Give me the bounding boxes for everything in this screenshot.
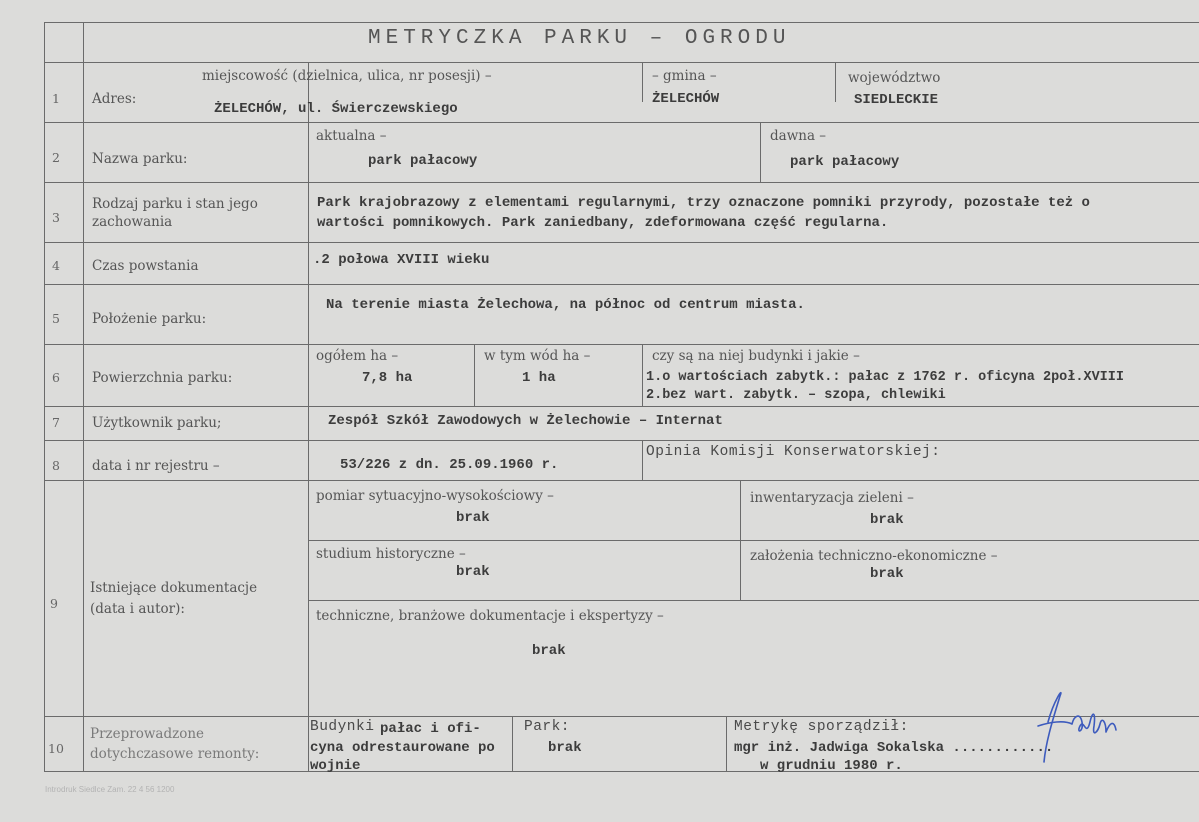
creation-time-label: Czas powstania: [92, 258, 199, 274]
metryke-divider: [726, 716, 727, 772]
pomiar-value: brak: [456, 510, 490, 526]
row1-divider: [44, 122, 1199, 123]
page-title: METRYCZKA PARKU – OGRODU: [368, 27, 791, 50]
park-type-label-cont: zachowania: [92, 214, 173, 230]
label-column-divider: [308, 62, 309, 772]
row6-divider: [44, 406, 1199, 407]
aktualna-label: aktualna –: [316, 128, 387, 144]
ogolem-value: 7,8 ha: [362, 370, 413, 386]
park-type-label: Rodzaj parku i stan jego: [92, 196, 258, 212]
remont-park-label: Park:: [524, 719, 571, 735]
documentation-label-cont: (data i autor):: [90, 601, 185, 617]
wojewodztwo-value: SIEDLECKIE: [854, 92, 939, 108]
wod-divider: [474, 344, 475, 406]
register-value: 53/226 z dn. 25.09.1960 r.: [340, 457, 559, 473]
buildings-value-line2: 2.bez wart. zabytk. – szopa, chlewiki: [646, 388, 946, 403]
opinia-divider: [642, 440, 643, 480]
row-number: 5: [52, 311, 60, 326]
row2-divider: [44, 182, 1199, 183]
author-value: mgr inż. Jadwiga Sokalska ............: [734, 740, 1054, 756]
row9b-divider: [308, 600, 1199, 601]
row4-divider: [44, 284, 1199, 285]
row8-divider: [44, 480, 642, 481]
miejscowosc-label: miejscowość (dzielnica, ulica, nr posesji) –: [202, 68, 492, 84]
creation-time-value: .2 połowa XVIII wieku: [313, 252, 490, 268]
remont-budynki-line3: wojnie: [310, 758, 361, 774]
gmina-label: – gmina –: [652, 68, 717, 84]
techniczne-label: techniczne, branżowe dokumentacje i ekspertyzy –: [316, 608, 664, 624]
park-remont-divider: [512, 716, 513, 772]
row-number: 7: [52, 415, 60, 430]
dawna-label: dawna –: [770, 128, 827, 144]
budynki-divider: [642, 344, 643, 406]
aktualna-value: park pałacowy: [368, 153, 478, 169]
park-type-value-line2: wartości pomnikowych. Park zaniedbany, zdeformowana część regularna.: [317, 215, 889, 231]
dawna-value: park pałacowy: [790, 154, 900, 170]
inwentaryzacja-value: brak: [870, 512, 904, 528]
printer-note: Introdruk Siedlce Zam. 22 4 56 1200: [45, 785, 175, 794]
dawna-divider: [760, 122, 761, 182]
remont-budynki-label: Budynki: [310, 719, 375, 735]
row5-divider: [44, 344, 1199, 345]
remonty-label: Przeprowadzone: [90, 726, 205, 742]
zalozenia-label: założenia techniczno-ekonomiczne –: [750, 548, 998, 564]
zalozenia-value: brak: [870, 566, 904, 582]
park-name-label: Nazwa parku:: [92, 151, 188, 167]
row-number: 1: [52, 91, 60, 106]
wod-label: w tym wód ha –: [484, 348, 591, 364]
number-column-divider: [83, 22, 84, 772]
remont-budynki-line1: pałac i ofi-: [380, 721, 481, 737]
row-number: 4: [52, 258, 60, 273]
inwentaryzacja-label: inwentaryzacja zieleni –: [750, 490, 914, 506]
wojewodztwo-label: województwo: [848, 70, 941, 86]
remont-budynki-line2: cyna odrestaurowane po: [310, 740, 495, 756]
row-number: 10: [48, 741, 64, 756]
form-frame: [44, 22, 1199, 772]
studium-value: brak: [456, 564, 490, 580]
row-number: 2: [52, 150, 60, 165]
opinia-label: Opinia Komisji Konserwatorskiej:: [646, 444, 941, 460]
row7-divider: [44, 440, 1199, 441]
row-number: 8: [52, 458, 60, 473]
techniczne-value: brak: [532, 643, 566, 659]
buildings-label: czy są na niej budynki i jakie –: [652, 348, 860, 364]
author-date: w grudniu 1980 r.: [760, 758, 903, 774]
ogolem-label: ogółem ha –: [316, 348, 399, 364]
wojewodztwo-divider: [835, 62, 836, 102]
row8-divider-right: [642, 480, 1199, 481]
signature-icon: [1020, 682, 1140, 772]
row-number: 9: [50, 596, 58, 611]
remont-park-value: brak: [548, 740, 582, 756]
author-label: Metrykę sporządził:: [734, 719, 909, 735]
park-type-value-line1: Park krajobrazowy z elementami regularnymi, trzy oznaczone pomniki przyrody, pozostałe też o: [317, 195, 1090, 211]
row-number: 6: [52, 370, 60, 385]
wod-value: 1 ha: [522, 370, 556, 386]
studium-label: studium historyczne –: [316, 546, 466, 562]
location-value: Na terenie miasta Żelechowa, na północ od centrum miasta.: [326, 297, 805, 313]
remonty-label-cont: dotychczasowe remonty:: [90, 746, 260, 762]
gmina-divider: [642, 62, 643, 102]
register-label: data i nr rejestru –: [92, 458, 220, 474]
address-label: Adres:: [92, 91, 137, 107]
row-number: 3: [52, 210, 60, 225]
title-divider: [44, 62, 1199, 63]
row9a-divider: [308, 540, 1199, 541]
miejscowosc-value: ŻELECHÓW, ul. Świerczewskiego: [214, 101, 458, 117]
area-label: Powierzchnia parku:: [92, 370, 233, 386]
gmina-value: ŻELECHÓW: [652, 91, 720, 107]
buildings-value-line1: 1.o wartościach zabytk.: pałac z 1762 r. oficyna 2poł.XVIII: [646, 370, 1124, 385]
documentation-label: Istniejące dokumentacje: [90, 580, 258, 596]
pomiar-label: pomiar sytuacyjno-wysokościowy –: [316, 488, 554, 504]
location-label: Położenie parku:: [92, 311, 207, 327]
user-label: Użytkownik parku;: [92, 415, 222, 431]
row3-divider: [44, 242, 1199, 243]
user-value: Zespół Szkół Zawodowych w Żelechowie – Internat: [328, 413, 723, 429]
